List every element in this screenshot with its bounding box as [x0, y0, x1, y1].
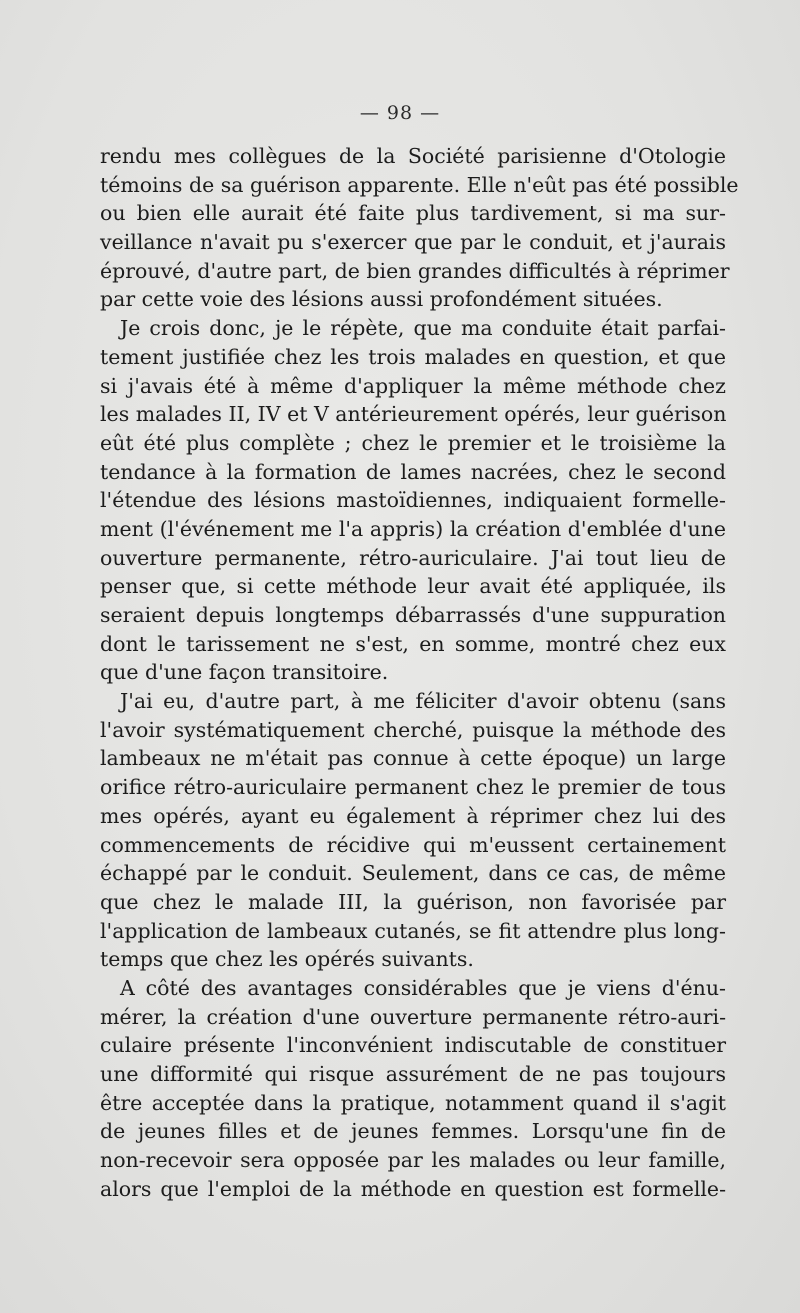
text-line: être acceptée dans la pratique, notamment quand il s'agit — [100, 1090, 726, 1115]
text-line: seraient depuis longtemps débarrassés d'une suppuration — [100, 603, 726, 627]
text-line: mérer, la création d'une ouverture permanente rétro-auri- — [100, 1004, 726, 1029]
text-line: ouverture permanente, rétro-auriculaire. J'ai tout lieu de — [100, 545, 726, 570]
paragraph — [100, 314, 726, 687]
paragraph — [100, 142, 739, 314]
text-line: que chez le malade III, la guérison, non favorisée par — [100, 889, 726, 914]
text-line: veillance n'avait pu s'exercer que par le conduit, et j'aurais — [100, 230, 726, 255]
paragraph — [100, 687, 726, 974]
paragraph — [100, 974, 726, 1204]
text-line: que d'une façon transitoire. — [100, 660, 389, 685]
text-line: échappé par le conduit. Seulement, dans ce cas, de même — [100, 861, 726, 886]
text-line: non-recevoir sera opposée par les malades ou leur famille, — [100, 1148, 726, 1173]
text-line: tement justifiée chez les trois malades en question, et que — [100, 344, 726, 369]
text-line: éprouvé, d'autre part, de bien grandes difficultés à réprimer — [100, 258, 730, 283]
text-line: l'étendue des lésions mastoïdiennes, indiquaient formelle- — [100, 488, 726, 513]
text-line: eût été plus complète ; chez le premier et le troisième la — [100, 430, 726, 455]
text-line: dont le tarissement ne s'est, en somme, montré chez eux — [100, 631, 726, 656]
text-line: tendance à la formation de lames nacrées, chez le second — [100, 459, 726, 484]
text-line: rendu mes collègues de la Société parisienne d'Otologie — [100, 144, 726, 168]
text-line: A côté des avantages considérables que je viens d'énu- — [120, 975, 726, 1000]
text-line: une difformité qui risque assurément de ne pas toujours — [100, 1062, 726, 1086]
text-line: témoins de sa guérison apparente. Elle n'eût pas été possible — [100, 172, 739, 197]
text-line: alors que l'emploi de la méthode en question est formelle- — [100, 1176, 726, 1201]
text-line: J'ai eu, d'autre part, à me féliciter d'avoir obtenu (sans — [120, 689, 726, 714]
text-line: mes opérés, ayant eu également à réprimer chez lui des — [100, 803, 726, 828]
text-line: culaire présente l'inconvénient indiscutable de constituer — [100, 1033, 726, 1058]
text-line: penser que, si cette méthode leur avait été appliquée, ils — [100, 574, 726, 599]
text-line: de jeunes filles et de jeunes femmes. Lorsqu'une fin de — [100, 1119, 726, 1144]
text-line: l'application de lambeaux cutanés, se fit attendre plus long- — [100, 918, 726, 943]
text-line: ou bien elle aurait été faite plus tardivement, si ma sur- — [100, 201, 726, 226]
body-text — [100, 142, 739, 1203]
text-line: lambeaux ne m'était pas connue à cette époque) un large — [100, 746, 726, 771]
text-line: les malades II, IV et V antérieurement opérés, leur guérison — [100, 402, 727, 427]
text-line: temps que chez les opérés suivants. — [100, 947, 474, 972]
text-line: ment (l'événement me l'a appris) la création d'emblée d'une — [100, 516, 726, 541]
page-number: — 98 — — [359, 102, 441, 124]
text-line: orifice rétro-auriculaire permanent chez le premier de tous — [100, 775, 726, 800]
text-line: l'avoir systématiquement cherché, puisque la méthode des — [100, 717, 726, 742]
text-line: Je crois donc, je le répète, que ma conduite était parfai- — [120, 316, 726, 341]
text-line: commencements de récidive qui m'eussent certainement — [100, 832, 726, 857]
text-line: par cette voie des lésions aussi profondément situées. — [100, 287, 663, 312]
text-line: si j'avais été à même d'appliquer la même méthode chez — [100, 373, 726, 398]
